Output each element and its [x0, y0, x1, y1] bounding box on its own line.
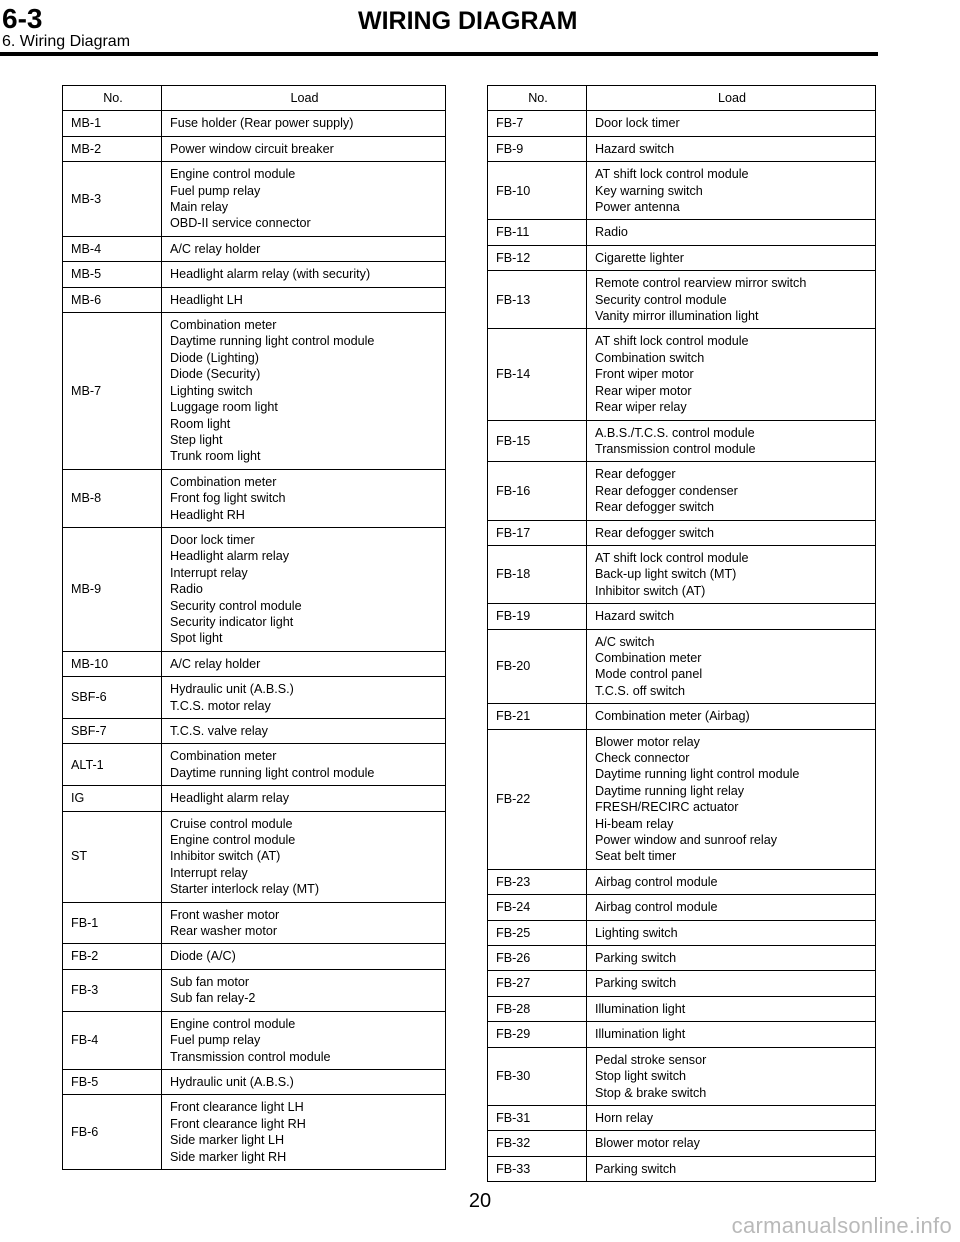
load-item: T.C.S. valve relay: [170, 724, 268, 738]
load-cell: [587, 111, 876, 136]
load-cell: [162, 1095, 446, 1170]
left-load-table: [62, 85, 446, 1170]
load-item: Door lock timer: [170, 532, 255, 547]
column-header-load: Load: [587, 86, 876, 111]
load-item: AT shift lock control module: [595, 550, 749, 565]
load-item: Mode control panel: [595, 667, 703, 682]
table-row: [488, 462, 876, 520]
table-row: [63, 287, 446, 312]
table-row: [63, 1095, 446, 1170]
fuse-number-cell: FB-3: [63, 969, 162, 1011]
load-item: Lighting switch: [595, 925, 678, 940]
section-subtitle: 6. Wiring Diagram: [2, 33, 131, 50]
load-item: Power window and sunroof relay: [595, 833, 778, 848]
fuse-number-cell: FB-1: [63, 902, 162, 944]
table-row: [488, 220, 876, 245]
load-item: AT shift lock control module: [595, 334, 749, 349]
table-row: [488, 545, 876, 603]
load-cell: [162, 1011, 446, 1069]
load-item: Daytime running light control module: [170, 334, 375, 349]
load-cell: [162, 136, 446, 161]
fuse-number-cell: FB-5: [63, 1069, 162, 1094]
load-item: Combination meter: [595, 650, 702, 665]
fuse-number-cell: FB-23: [488, 869, 587, 894]
load-cell: [587, 895, 876, 920]
load-item: Door lock timer: [595, 116, 680, 131]
load-cell: [587, 946, 876, 971]
load-item: A.B.S./T.C.S. control module: [595, 425, 755, 440]
table-row: [488, 946, 876, 971]
table-row: [488, 1047, 876, 1105]
load-item: Starter interlock relay (MT): [170, 882, 320, 897]
load-cell: [162, 469, 446, 527]
table-row: [488, 271, 876, 329]
right-load-table-body: [488, 86, 876, 1182]
load-cell: [587, 329, 876, 420]
table-row: [63, 944, 446, 969]
load-cell: [162, 162, 446, 237]
page-header: [0, 0, 960, 60]
load-cell: [587, 1156, 876, 1181]
load-item: Cruise control module: [170, 816, 293, 831]
load-item: Hydraulic unit (A.B.S.): [170, 682, 294, 697]
load-cell: [162, 944, 446, 969]
load-item: Interrupt relay: [170, 865, 248, 880]
load-item: Engine control module: [170, 1016, 296, 1031]
load-item: Illumination light: [595, 1027, 686, 1042]
load-cell: [587, 629, 876, 704]
load-item: Inhibitor switch (AT): [595, 583, 706, 598]
table-row: [488, 111, 876, 136]
load-item: Inhibitor switch (AT): [170, 849, 281, 864]
load-item: Headlight alarm relay: [170, 791, 289, 806]
load-item: Engine control module: [170, 167, 296, 182]
load-item: Stop light switch: [595, 1069, 686, 1084]
load-item: Radio: [595, 225, 628, 240]
load-cell: [162, 651, 446, 676]
load-item: Blower motor relay: [595, 1136, 700, 1151]
table-row: [63, 136, 446, 161]
fuse-number-cell: ALT-1: [63, 744, 162, 786]
load-item: A/C switch: [595, 634, 655, 649]
load-cell: [587, 996, 876, 1021]
column-header-no: No.: [488, 86, 587, 111]
load-item: Rear wiper relay: [595, 400, 687, 415]
load-cell: [587, 704, 876, 729]
table-row: [63, 651, 446, 676]
load-item: Airbag control module: [595, 900, 718, 915]
load-item: Security control module: [170, 598, 302, 613]
load-item: Fuel pump relay: [170, 183, 261, 198]
fuse-number-cell: MB-9: [63, 527, 162, 651]
load-item: Daytime running light relay: [595, 783, 745, 798]
load-item: Interrupt relay: [170, 565, 248, 580]
load-item: AT shift lock control module: [595, 167, 749, 182]
load-item: Airbag control module: [595, 874, 718, 889]
fuse-number-cell: MB-10: [63, 651, 162, 676]
load-cell: [587, 1131, 876, 1156]
table-row: [488, 1022, 876, 1047]
fuse-number-cell: FB-24: [488, 895, 587, 920]
load-cell: [587, 136, 876, 161]
load-item: Fuse holder (Rear power supply): [170, 116, 354, 131]
fuse-number-cell: FB-27: [488, 971, 587, 996]
table-row: [63, 313, 446, 470]
column-header-no: No.: [63, 86, 162, 111]
fuse-number-cell: MB-6: [63, 287, 162, 312]
load-item: Pedal stroke sensor: [595, 1052, 707, 1067]
load-cell: [587, 971, 876, 996]
load-cell: [587, 220, 876, 245]
fuse-number-cell: FB-11: [488, 220, 587, 245]
table-row: [488, 520, 876, 545]
table-row: [63, 111, 446, 136]
load-item: Transmission control module: [170, 1049, 331, 1064]
table-row: [488, 1156, 876, 1181]
load-item: Front wiper motor: [595, 367, 694, 382]
load-cell: [162, 969, 446, 1011]
load-item: Headlight alarm relay (with security): [170, 267, 371, 282]
table-row: [63, 162, 446, 237]
table-row: [488, 604, 876, 629]
load-item: Engine control module: [170, 833, 296, 848]
load-item: Headlight RH: [170, 507, 245, 522]
table-header-row: [63, 86, 446, 111]
table-row: [488, 971, 876, 996]
load-cell: [587, 920, 876, 945]
load-cell: [162, 313, 446, 470]
load-item: Parking switch: [595, 976, 677, 991]
load-item: Check connector: [595, 751, 690, 765]
load-cell: [587, 545, 876, 603]
load-item: Main relay: [170, 200, 229, 215]
load-item: Transmission control module: [595, 441, 756, 456]
fuse-number-cell: SBF-7: [63, 719, 162, 744]
table-row: [63, 677, 446, 719]
load-cell: [162, 902, 446, 944]
load-item: Combination meter: [170, 318, 277, 333]
load-item: Combination switch: [595, 350, 705, 365]
fuse-number-cell: FB-19: [488, 604, 587, 629]
load-cell: [587, 1047, 876, 1105]
fuse-number-cell: FB-9: [488, 136, 587, 161]
load-cell: [162, 677, 446, 719]
load-item: Rear washer motor: [170, 924, 278, 939]
fuse-number-cell: FB-18: [488, 545, 587, 603]
load-item: Stop & brake switch: [595, 1085, 707, 1100]
load-cell: [587, 1022, 876, 1047]
fuse-number-cell: FB-14: [488, 329, 587, 420]
load-item: Front fog light switch: [170, 491, 286, 506]
table-row: [488, 895, 876, 920]
fuse-number-cell: MB-8: [63, 469, 162, 527]
fuse-number-cell: ST: [63, 811, 162, 902]
table-row: [488, 629, 876, 704]
table-row: [488, 920, 876, 945]
load-cell: [587, 162, 876, 220]
table-row: [63, 1011, 446, 1069]
fuse-number-cell: FB-16: [488, 462, 587, 520]
fuse-number-cell: FB-21: [488, 704, 587, 729]
load-item: Front clearance light LH: [170, 1100, 304, 1115]
fuse-number-cell: FB-32: [488, 1131, 587, 1156]
load-item: Side marker light RH: [170, 1149, 287, 1164]
fuse-number-cell: MB-2: [63, 136, 162, 161]
load-item: Hazard switch: [595, 141, 675, 156]
load-item: Diode (Security): [170, 367, 261, 382]
fuse-number-cell: FB-2: [63, 944, 162, 969]
table-row: [488, 1105, 876, 1130]
table-row: [488, 996, 876, 1021]
fuse-number-cell: MB-1: [63, 111, 162, 136]
table-row: [63, 744, 446, 786]
load-item: Hazard switch: [595, 609, 675, 624]
load-item: Front clearance light RH: [170, 1116, 306, 1131]
load-cell: [587, 869, 876, 894]
load-item: Key warning switch: [595, 183, 703, 198]
fuse-number-cell: FB-20: [488, 629, 587, 704]
fuse-number-cell: FB-6: [63, 1095, 162, 1170]
load-item: Seat belt timer: [595, 849, 677, 864]
load-item: Lighting switch: [170, 383, 253, 398]
table-row: [63, 786, 446, 811]
load-item: Rear wiper motor: [595, 383, 692, 398]
fuse-number-cell: MB-4: [63, 236, 162, 261]
fuse-number-cell: FB-31: [488, 1105, 587, 1130]
load-item: Step light: [170, 432, 223, 447]
load-item: A/C relay holder: [170, 656, 261, 671]
table-row: [488, 1131, 876, 1156]
load-cell: [162, 1069, 446, 1094]
load-item: Rear defogger switch: [595, 500, 715, 515]
load-item: Parking switch: [595, 1161, 677, 1176]
fuse-number-cell: FB-7: [488, 111, 587, 136]
table-row: [63, 811, 446, 902]
load-item: T.C.S. motor relay: [170, 698, 271, 713]
right-load-table: [487, 85, 876, 1182]
load-item: Trunk room light: [170, 449, 261, 464]
load-item: Hydraulic unit (A.B.S.): [170, 1074, 294, 1089]
table-row: [488, 162, 876, 220]
table-row: [63, 469, 446, 527]
load-item: FRESH/RECIRC actuator: [595, 800, 739, 815]
load-item: Diode (A/C): [170, 949, 236, 964]
table-row: [63, 969, 446, 1011]
load-item: Headlight LH: [170, 292, 243, 307]
load-item: Cigarette lighter: [595, 250, 684, 265]
load-item: Combination meter: [170, 749, 277, 764]
load-item: Blower motor relay: [595, 734, 700, 749]
fuse-number-cell: FB-22: [488, 729, 587, 869]
load-item: Combination meter (Airbag): [595, 709, 750, 724]
load-item: Rear defogger: [595, 467, 676, 482]
load-item: Spot light: [170, 631, 223, 646]
table-row: [63, 236, 446, 261]
table-row: [488, 136, 876, 161]
fuse-number-cell: FB-17: [488, 520, 587, 545]
load-item: Sub fan relay-2: [170, 991, 256, 1006]
load-item: Radio: [170, 582, 203, 597]
fuse-number-cell: FB-33: [488, 1156, 587, 1181]
fuse-number-cell: FB-4: [63, 1011, 162, 1069]
load-cell: [587, 1105, 876, 1130]
load-item: Room light: [170, 416, 231, 431]
load-cell: [162, 262, 446, 287]
table-header-row: [488, 86, 876, 111]
fuse-number-cell: MB-5: [63, 262, 162, 287]
load-item: T.C.S. off switch: [595, 683, 686, 698]
table-row: [488, 869, 876, 894]
load-cell: [587, 604, 876, 629]
load-cell: [587, 271, 876, 329]
column-header-load: Load: [162, 86, 446, 111]
fuse-number-cell: IG: [63, 786, 162, 811]
fuse-number-cell: FB-15: [488, 420, 587, 462]
table-row: [488, 329, 876, 420]
table-row: [488, 245, 876, 270]
section-number: 6-3: [2, 3, 43, 34]
load-item: OBD-II service connector: [170, 216, 311, 231]
fuse-number-cell: FB-28: [488, 996, 587, 1021]
load-cell: [587, 420, 876, 462]
table-row: [63, 719, 446, 744]
table-row: [488, 704, 876, 729]
load-cell: [162, 527, 446, 651]
table-row: [63, 527, 446, 651]
load-cell: [587, 520, 876, 545]
table-row: [63, 902, 446, 944]
load-item: Parking switch: [595, 951, 677, 966]
load-item: Vanity mirror illumination light: [595, 309, 759, 324]
load-cell: [162, 236, 446, 261]
load-item: Diode (Lighting): [170, 350, 259, 365]
load-cell: [162, 744, 446, 786]
load-cell: [162, 111, 446, 136]
load-cell: [162, 719, 446, 744]
load-cell: [587, 462, 876, 520]
load-item: Security control module: [595, 292, 727, 307]
load-item: Hi-beam relay: [595, 816, 674, 831]
header-rule: [0, 52, 878, 56]
load-item: Horn relay: [595, 1110, 654, 1125]
load-cell: [162, 287, 446, 312]
fuse-number-cell: FB-13: [488, 271, 587, 329]
load-item: Back-up light switch (MT): [595, 567, 737, 582]
load-item: Daytime running light control module: [595, 767, 800, 782]
load-cell: [587, 729, 876, 869]
table-row: [63, 262, 446, 287]
fuse-number-cell: MB-3: [63, 162, 162, 237]
load-item: Illumination light: [595, 1001, 686, 1016]
load-cell: [162, 811, 446, 902]
table-row: [488, 420, 876, 462]
section-title: WIRING DIAGRAM: [358, 7, 578, 35]
load-item: Daytime running light control module: [170, 765, 375, 780]
load-item: Power antenna: [595, 200, 680, 215]
load-item: Side marker light LH: [170, 1133, 285, 1148]
load-item: A/C relay holder: [170, 241, 261, 256]
load-item: Remote control rearview mirror switch: [595, 276, 807, 291]
load-item: Security indicator light: [170, 614, 294, 629]
fuse-number-cell: FB-26: [488, 946, 587, 971]
fuse-number-cell: SBF-6: [63, 677, 162, 719]
page-number: 20: [468, 1190, 492, 1212]
watermark: carmanualsonline.info: [731, 1213, 952, 1238]
load-item: Power window circuit breaker: [170, 141, 334, 156]
load-item: Front washer motor: [170, 907, 280, 922]
load-item: Rear defogger condenser: [595, 483, 738, 498]
table-row: [488, 729, 876, 869]
fuse-number-cell: FB-29: [488, 1022, 587, 1047]
load-item: Headlight alarm relay: [170, 549, 289, 564]
table-row: [63, 1069, 446, 1094]
fuse-number-cell: FB-10: [488, 162, 587, 220]
load-item: Combination meter: [170, 474, 277, 489]
fuse-number-cell: FB-25: [488, 920, 587, 945]
load-item: Fuel pump relay: [170, 1033, 261, 1048]
fuse-number-cell: MB-7: [63, 313, 162, 470]
load-cell: [587, 245, 876, 270]
left-load-table-body: [63, 86, 446, 1170]
load-item: Luggage room light: [170, 400, 278, 415]
load-item: Rear defogger switch: [595, 525, 715, 540]
fuse-number-cell: FB-30: [488, 1047, 587, 1105]
fuse-number-cell: FB-12: [488, 245, 587, 270]
load-cell: [162, 786, 446, 811]
load-item: Sub fan motor: [170, 974, 250, 989]
